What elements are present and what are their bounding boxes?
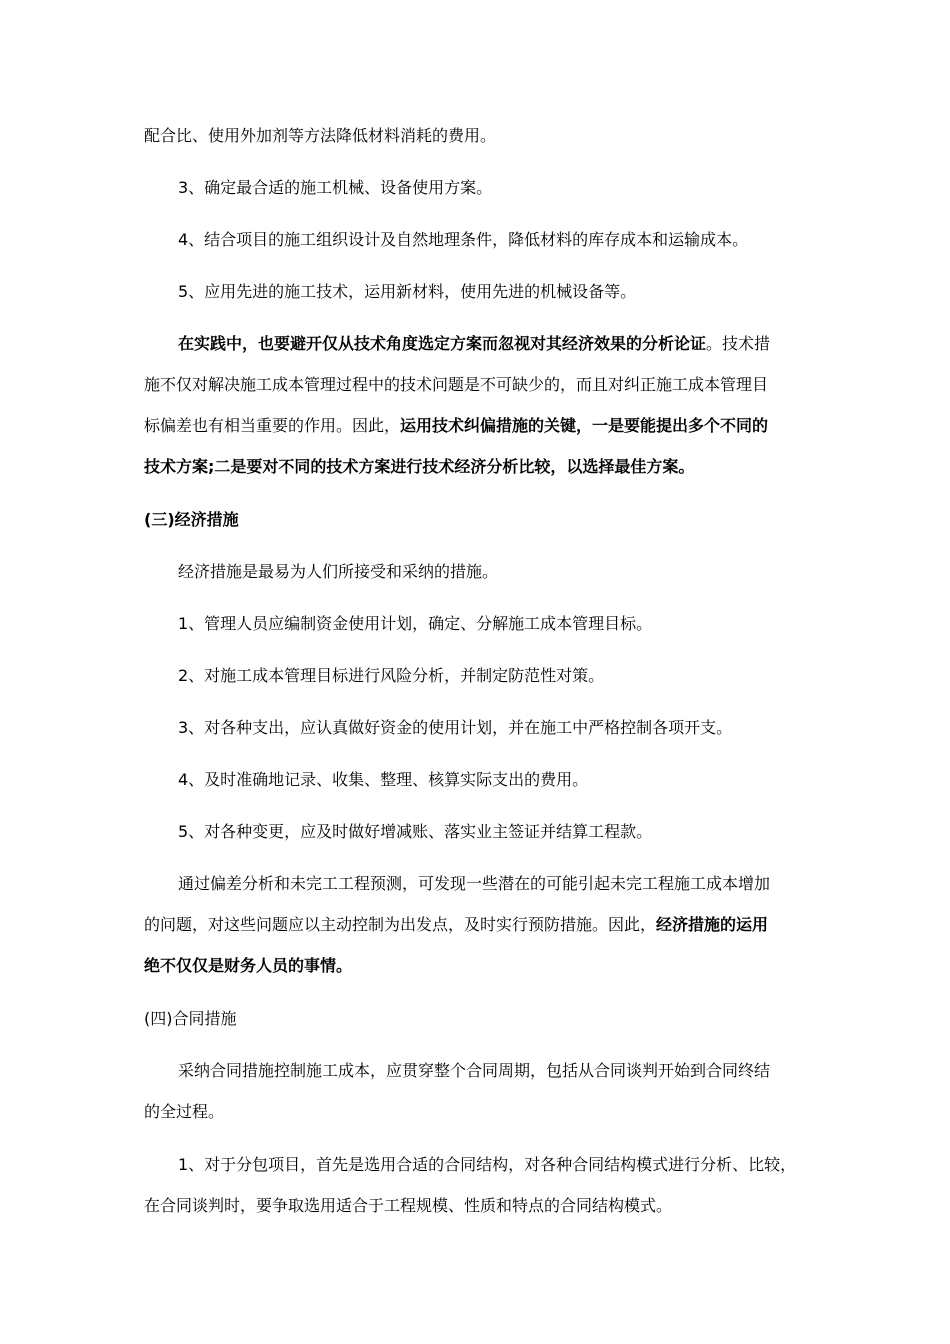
paragraph-text: 标偏差也有相当重要的作用。因此， — [144, 416, 401, 435]
paragraph-line — [144, 914, 768, 936]
list-item: 2、对施工成本管理目标进行风险分析，并制定防范性对策。 — [178, 666, 605, 685]
list-item: 3、对各种支出，应认真做好资金的使用计划，并在施工中严格控制各项开支。 — [178, 718, 733, 737]
paragraph-text: 。技术措 — [706, 334, 771, 353]
paragraph-line: 通过偏差分析和未完工工程预测，可发现一些潜在的可能引起未完工程施工成本增加 — [178, 874, 771, 893]
section-heading: (三)经济措施 — [144, 510, 239, 529]
paragraph-text: 的问题，对这些问题应以主动控制为出发点，及时实行预防措施。因此， — [144, 915, 657, 934]
paragraph-line: 配合比、使用外加剂等方法降低材料消耗的费用。 — [144, 126, 497, 145]
paragraph-line — [178, 333, 770, 355]
paragraph-line: 采纳合同措施控制施工成本，应贯穿整个合同周期，包括从合同谈判开始到合同终结 — [178, 1061, 771, 1080]
list-item: 1、管理人员应编制资金使用计划，确定、分解施工成本管理目标。 — [178, 614, 653, 633]
paragraph-line: 绝不仅仅是财务人员的事情。 — [144, 956, 353, 975]
list-item: 3、确定最合适的施工机械、设备使用方案。 — [178, 178, 493, 197]
paragraph-line: 技术方案;二是要对不同的技术方案进行技术经济分析比较，以选择最佳方案。 — [144, 457, 695, 476]
paragraph-line: 经济措施是最易为人们所接受和采纳的措施。 — [178, 562, 499, 581]
paragraph-line: 施不仅对解决施工成本管理过程中的技术问题是不可缺少的，而且对纠正施工成本管理目 — [144, 375, 769, 394]
paragraph-line: 的全过程。 — [144, 1102, 225, 1121]
bold-text: 在实践中，也要避开仅从技术角度选定方案而忽视对其经济效果的分析论证 — [178, 334, 707, 353]
paragraph-line — [144, 415, 768, 437]
bold-text: 经济措施的运用 — [656, 915, 769, 934]
paragraph-line: 在合同谈判时，要争取选用适合于工程规模、性质和特点的合同结构模式。 — [144, 1196, 673, 1215]
list-item: 5、应用先进的施工技术，运用新材料，使用先进的机械设备等。 — [178, 282, 637, 301]
list-item: 5、对各种变更，应及时做好增减账、落实业主签证并结算工程款。 — [178, 822, 653, 841]
list-item: 4、及时准确地记录、收集、整理、核算实际支出的费用。 — [178, 770, 589, 789]
bold-text: 运用技术纠偏措施的关键，一是要能提出多个不同的 — [400, 416, 769, 435]
list-item: 1、对于分包项目，首先是选用合适的合同结构，对各种合同结构模式进行分析、比较， — [178, 1155, 797, 1174]
section-heading: (四)合同措施 — [144, 1009, 237, 1028]
list-item: 4、结合项目的施工组织设计及自然地理条件，降低材料的库存成本和运输成本。 — [178, 230, 749, 249]
